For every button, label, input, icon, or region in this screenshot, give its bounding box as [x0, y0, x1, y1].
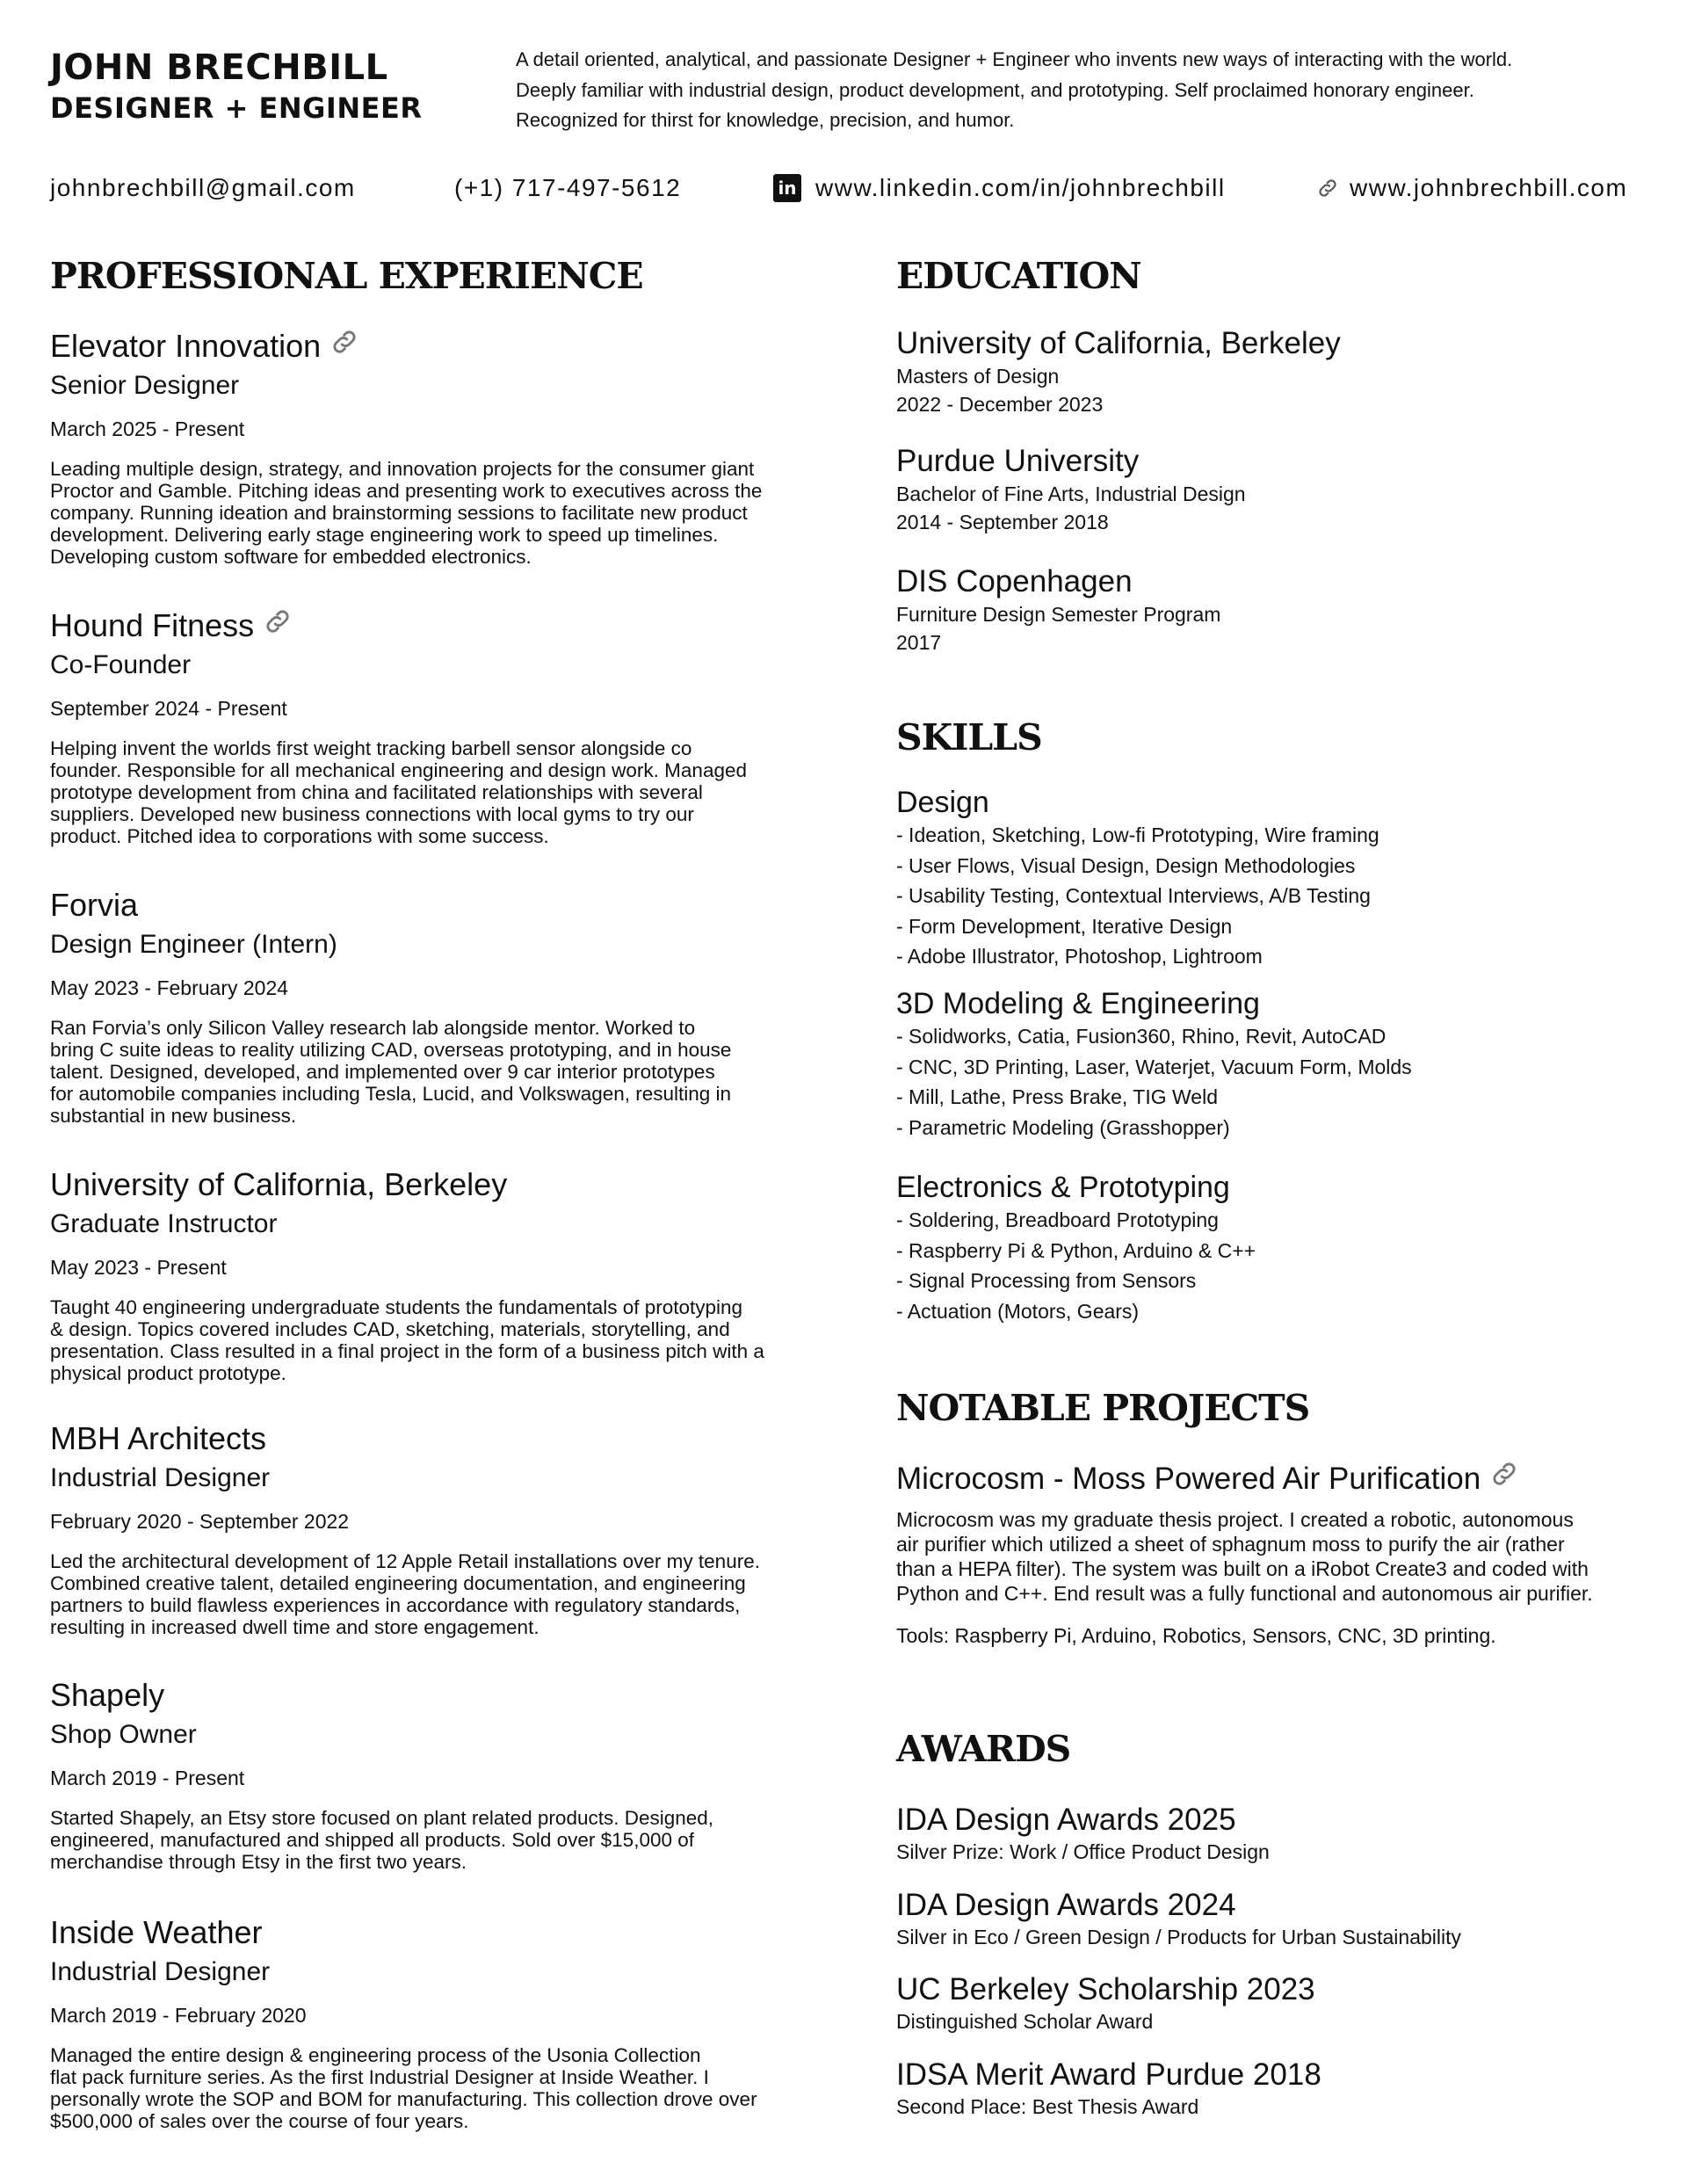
award-title: IDSA Merit Award Purdue 2018 [896, 2057, 1321, 2092]
project-entry [896, 1459, 1643, 1648]
job-role: Graduate Instructor [50, 1209, 278, 1238]
award-description: Silver in Eco / Green Design / Products for Urban Sustainability [896, 1926, 1462, 1948]
education-dates: 2014 - September 2018 [896, 511, 1109, 533]
job-description: Ran Forvia’s only Silicon Valley research lab alongside mentor. Worked to bring C suite ideas to reality utilizing CAD, overseas prototyping, and in house talent. Designed, developed, and implemented over 9 car interior prototypes for automobile companies including Tesla, Lucid, and Volkswagen, resulting in substantial in new business. [50, 1017, 732, 1127]
company-name: Forvia [50, 887, 139, 923]
education-dates: 2017 [896, 631, 942, 654]
company-name: University of California, Berkeley [50, 1166, 508, 1202]
job-description: Managed the entire design & engineering process of the Usonia Collection flat pack furniture series. As the first Industrial Designer at Inside Weather. I personally wrote the SOP and BOM for manufacturing. This collection drove over $500,000 of sales over the course of four years. [50, 2044, 757, 2132]
degree: Bachelor of Fine Arts, Industrial Design [896, 483, 1246, 505]
award-entry [896, 2057, 1321, 2120]
award-entry [896, 1887, 1461, 1950]
education-dates: 2022 - December 2023 [896, 393, 1104, 416]
linkedin-url: www.linkedin.com/in/johnbrechbill [815, 174, 1226, 201]
education-entry [896, 443, 1246, 536]
link-icon [1316, 177, 1339, 200]
project-title-label: Microcosm - Moss Powered Air Purification [896, 1461, 1481, 1496]
company-name: Inside Weather [50, 1914, 263, 1950]
job-entry [50, 1676, 841, 1873]
skill-category-title: Electronics & Prototyping [896, 1171, 1230, 1204]
skill-item: - Solidworks, Catia, Fusion360, Rhino, Revit, AutoCAD [896, 1025, 1387, 1048]
skill-item: - Ideation, Sketching, Low-fi Prototyping, Wire framing [896, 824, 1379, 846]
degree: Furniture Design Semester Program [896, 603, 1221, 626]
summary [516, 45, 1658, 136]
skill-category-title: Design [896, 786, 989, 819]
skill-item: - Adobe Illustrator, Photoshop, Lightroom [896, 945, 1263, 968]
education-entry [896, 325, 1341, 418]
skill-category-title: 3D Modeling & Engineering [896, 987, 1260, 1020]
name: JOHN BRECHBILL [50, 47, 388, 88]
job-role: Industrial Designer [50, 1463, 271, 1492]
school-name: Purdue University [896, 444, 1140, 478]
linkedin-link[interactable] [773, 174, 1226, 202]
job-entry [50, 1165, 841, 1384]
skill-category [896, 986, 1412, 1143]
skill-item: - Actuation (Motors, Gears) [896, 1299, 1140, 1323]
job-role: Senior Designer [50, 371, 240, 400]
award-title: IDA Design Awards 2024 [896, 1888, 1236, 1922]
phone-link[interactable]: (+1) 717-497-5612 [454, 174, 682, 201]
skill-item: - CNC, 3D Printing, Laser, Waterjet, Vacuum Form, Molds [896, 1055, 1412, 1078]
job-description: Taught 40 engineering undergraduate students the fundamentals of prototyping & design. Topics covered includes CAD, sketching, materials, storytelling, and presentation. Class resulted in a final project in the form of a business pitch with a physical product prototype. [50, 1296, 764, 1384]
job-role: Industrial Designer [50, 1957, 271, 1986]
project-title [896, 1459, 1643, 1498]
award-title: IDA Design Awards 2025 [896, 1803, 1236, 1837]
skills-heading: SKILLS [896, 716, 1042, 758]
summary-line: Deeply familiar with industrial design, product development, and prototyping. Self proclaimed honorary engineer. [516, 78, 1474, 101]
skill-item: - Parametric Modeling (Grasshopper) [896, 1115, 1230, 1139]
job-description: Leading multiple design, strategy, and innovation projects for the consumer giant Proctor and Gamble. Pitching ideas and presenting work to executives across the company. Running ideation and brainstorming sessions to facilitate new product development. Delivering early stage engineering work to speed up timelines. Developing custom software for embedded electronics. [50, 458, 763, 568]
award-entry [896, 1971, 1315, 2035]
linkedin-icon: in [773, 174, 801, 202]
job-description: Started Shapely, an Etsy store focused on plant related products. Designed, engineered, manufactured and shipped all products. Sold over $15,000 of merchandise through Etsy in the first two years. [50, 1807, 714, 1873]
job-dates: March 2019 - February 2020 [50, 2004, 307, 2027]
company-name [50, 327, 841, 366]
award-entry [896, 1802, 1270, 1865]
project-tools: Tools: Raspberry Pi, Arduino, Robotics, Sensors, CNC, 3D printing. [896, 1624, 1496, 1647]
summary-line: A detail oriented, analytical, and passionate Designer + Engineer who invents new ways of interacting with the world. [516, 48, 1513, 70]
award-description: Silver Prize: Work / Office Product Design [896, 1840, 1270, 1863]
company-name: MBH Architects [50, 1420, 267, 1456]
company-name: Shapely [50, 1677, 165, 1713]
link-icon[interactable] [263, 606, 293, 645]
website-link[interactable] [1316, 174, 1627, 202]
company-label: Hound Fitness [50, 607, 255, 643]
job-dates: March 2025 - Present [50, 417, 245, 440]
skill-item: - Signal Processing from Sensors [896, 1269, 1197, 1292]
job-entry [50, 1913, 841, 2132]
award-title: UC Berkeley Scholarship 2023 [896, 1972, 1315, 2006]
job-dates: May 2023 - February 2024 [50, 976, 289, 999]
awards-heading: AWARDS [896, 1728, 1071, 1770]
company-name [50, 606, 841, 645]
summary-line: Recognized for thirst for knowledge, precision, and humor. [516, 109, 1015, 131]
job-role: Co-Founder [50, 650, 192, 679]
award-description: Distinguished Scholar Award [896, 2010, 1154, 2033]
job-dates: September 2024 - Present [50, 697, 287, 720]
skill-category [896, 1170, 1256, 1326]
skill-item: - Raspberry Pi & Python, Arduino & C++ [896, 1238, 1256, 1262]
degree: Masters of Design [896, 365, 1060, 388]
experience-heading: PROFESSIONAL EXPERIENCE [50, 255, 643, 297]
link-icon[interactable] [329, 327, 359, 366]
professional-title: DESIGNER + ENGINEER [50, 91, 423, 125]
job-entry [50, 327, 841, 568]
job-entry [50, 1419, 841, 1638]
job-entry [50, 886, 841, 1127]
skill-item: - Mill, Lathe, Press Brake, TIG Weld [896, 1085, 1218, 1108]
email-link[interactable]: johnbrechbill@gmail.com [50, 174, 356, 201]
projects-heading: NOTABLE PROJECTS [896, 1387, 1310, 1429]
job-description: Led the architectural development of 12 Apple Retail installations over my tenure. Combined creative talent, detailed engineering documentation, and engineering partners to build flawless experiences in accordance with regulatory standards, resulting in increased dwell time and store engagement. [50, 1550, 760, 1638]
education-entry [896, 563, 1220, 657]
job-entry [50, 606, 841, 847]
skill-item: - Usability Testing, Contextual Interviews, A/B Testing [896, 884, 1371, 907]
school-name: DIS Copenhagen [896, 564, 1133, 599]
job-dates: February 2020 - September 2022 [50, 1510, 350, 1533]
job-dates: May 2023 - Present [50, 1256, 227, 1279]
education-heading: EDUCATION [896, 255, 1141, 297]
skill-item: - Form Development, Iterative Design [896, 914, 1233, 938]
website-url: www.johnbrechbill.com [1350, 174, 1628, 201]
skill-category [896, 785, 1379, 972]
job-role: Shop Owner [50, 1720, 197, 1749]
job-role: Design Engineer (Intern) [50, 930, 337, 959]
job-dates: March 2019 - Present [50, 1767, 245, 1789]
award-description: Second Place: Best Thesis Award [896, 2095, 1199, 2118]
link-icon[interactable] [1489, 1459, 1519, 1498]
project-description: Microcosm was my graduate thesis project. I created a robotic, autonomous air purifier which utilized a sheet of sphagnum moss to purify the air (rather than a HEPA filter). The system was built on a iRobot Create3 and coded with Python and C++. End result was a fully functional and autonomous air purifier. [896, 1508, 1593, 1605]
skill-item: - User Flows, Visual Design, Design Methodologies [896, 853, 1356, 877]
skill-item: - Soldering, Breadboard Prototyping [896, 1208, 1219, 1231]
job-description: Helping invent the worlds first weight tracking barbell sensor alongside co founder. Responsible for all mechanical engineering and design work. Managed prototype development from china and facilitated relationships with several suppliers. Developed new business connections with local gyms to try our product. Pitched idea to corporations with some success. [50, 737, 748, 847]
school-name: University of California, Berkeley [896, 326, 1341, 360]
company-label: Elevator Innovation [50, 328, 322, 364]
